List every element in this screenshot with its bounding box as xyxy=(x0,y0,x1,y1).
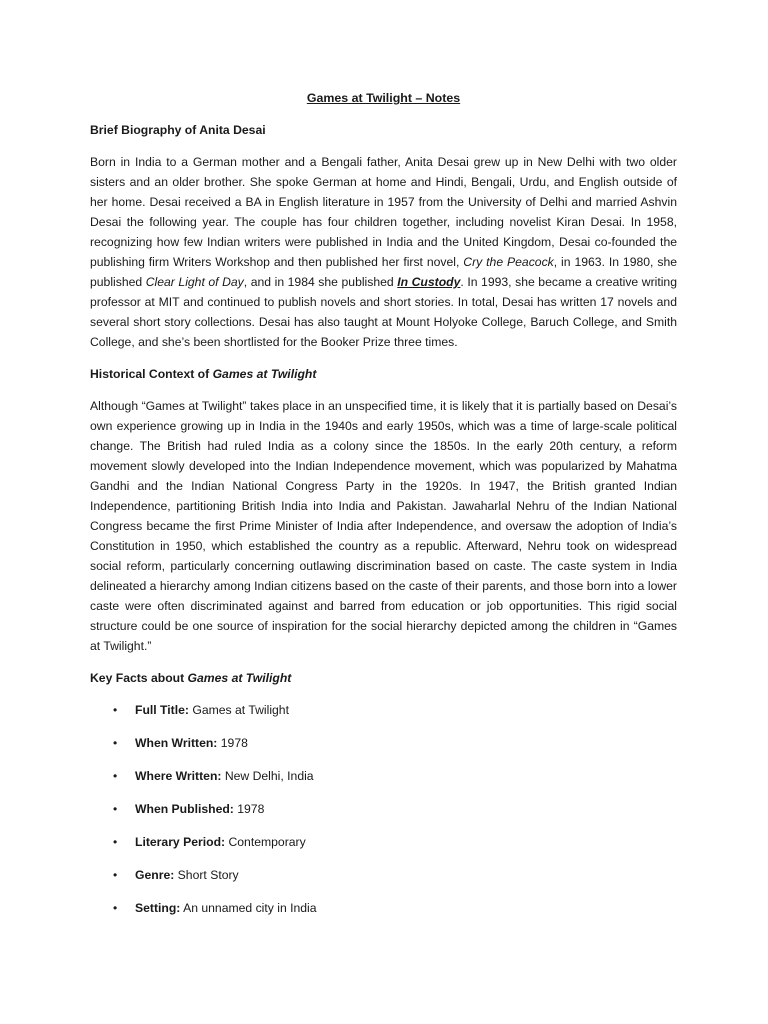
fact-value: Games at Twilight xyxy=(188,703,289,717)
biography-text-2: , in 1963. In 1980, she published xyxy=(90,255,677,289)
fact-value: New Delhi, India xyxy=(221,769,314,783)
fact-value: 1978 xyxy=(217,736,248,750)
list-item xyxy=(90,799,677,819)
fact-label: Literary Period: xyxy=(135,835,226,849)
fact-label: When Published: xyxy=(135,802,234,816)
book-title-clear-light-of-day: Clear Light of Day xyxy=(145,275,244,289)
fact-value: Contemporary xyxy=(225,835,306,849)
document-page xyxy=(90,88,677,931)
bullet-icon: • xyxy=(113,703,118,717)
key-facts-heading-prefix: Key Facts about xyxy=(90,671,188,685)
historical-context-paragraph: Although “Games at Twilight” takes place in an unspecified time, it is likely that it is partially based on Desai’s own experience growing up in India in the 1940s and early 1950s, which was a time of large-scale political change. The British had ruled India as a colony since the 1850s. In the early 20th century, a reform movement slowly developed into the Indian Independence movement, which was popularized by Mahatma Gandhi and the Indian National Congress Party in the 1920s. In 1947, the British granted Indian Independence, partitioning British India into India and Pakistan. Jawaharlal Nehru of the Indian National Congress became the first Prime Minister of India after Independence, and oversaw the adoption of India’s Constitution in 1950, which established the country as a republic. Afterward, Nehru took on widespread social reform, particularly concerning outlawing discrimination based on caste. The caste system in India delineated a hierarchy among Indian citizens based on the caste of their parents, and those born into a lower caste were often discriminated against and barred from education or job opportunities. This rigid social structure could be one source of inspiration for the social hierarchy depicted among the children in “Games at Twilight.” xyxy=(90,399,677,653)
historical-heading-title: Games at Twilight xyxy=(212,367,317,381)
key-facts-heading xyxy=(90,668,677,688)
fact-value: 1978 xyxy=(233,802,265,816)
bullet-icon: • xyxy=(113,802,118,816)
fact-label: Full Title: xyxy=(135,703,189,717)
list-item xyxy=(90,766,677,786)
bullet-icon: • xyxy=(113,769,118,783)
bullet-icon: • xyxy=(113,835,118,849)
document-title: Games at Twilight – Notes xyxy=(306,91,461,105)
list-item xyxy=(90,865,677,885)
fact-label: Genre: xyxy=(135,868,175,882)
bullet-icon: • xyxy=(113,868,118,882)
list-item xyxy=(90,832,677,852)
biography-heading: Brief Biography of Anita Desai xyxy=(90,123,266,137)
historical-context-heading xyxy=(90,364,677,384)
fact-label: When Written: xyxy=(135,736,218,750)
key-facts-heading-title: Games at Twilight xyxy=(187,671,292,685)
bullet-icon: • xyxy=(113,736,118,750)
key-facts-list xyxy=(90,700,677,918)
bullet-icon: • xyxy=(113,901,118,915)
list-item xyxy=(90,700,677,720)
list-item xyxy=(90,898,677,918)
list-item xyxy=(90,733,677,753)
biography-text-4: . In 1993, she became a creative writing professor at MIT and continued to publish novels and short stories. In total, Desai has written 17 novels and several short story collections. Desai has also taught at Mount Holyoke College, Baruch College, and Smith College, and she’s been shortlisted for the Booker Prize three times. xyxy=(90,275,677,349)
historical-heading-prefix: Historical Context of xyxy=(90,367,213,381)
biography-text-1: Born in India to a German mother and a Bengali father, Anita Desai grew up in New Delhi with two older sisters and an older brother. She spoke German at home and Hindi, Bengali, Urdu, and English outside of her home. Desai received a BA in English literature in 1957 from the University of Delhi and married Ashvin Desai the following year. The couple has four children together, including novelist Kiran Desai. In 1958, recognizing how few Indian writers were published in India and the United Kingdom, Desai co-founded the publishing firm Writers Workshop and then published her first novel, xyxy=(90,155,677,269)
biography-paragraph xyxy=(90,152,677,352)
fact-value: An unnamed city in India xyxy=(180,901,317,915)
fact-label: Setting: xyxy=(135,901,181,915)
fact-label: Where Written: xyxy=(135,769,222,783)
biography-text-3: , and in 1984 she published xyxy=(243,275,398,289)
book-title-cry-the-peacock: Cry the Peacock xyxy=(463,255,554,269)
book-link-in-custody[interactable]: In Custody xyxy=(397,275,461,289)
fact-value: Short Story xyxy=(174,868,239,882)
